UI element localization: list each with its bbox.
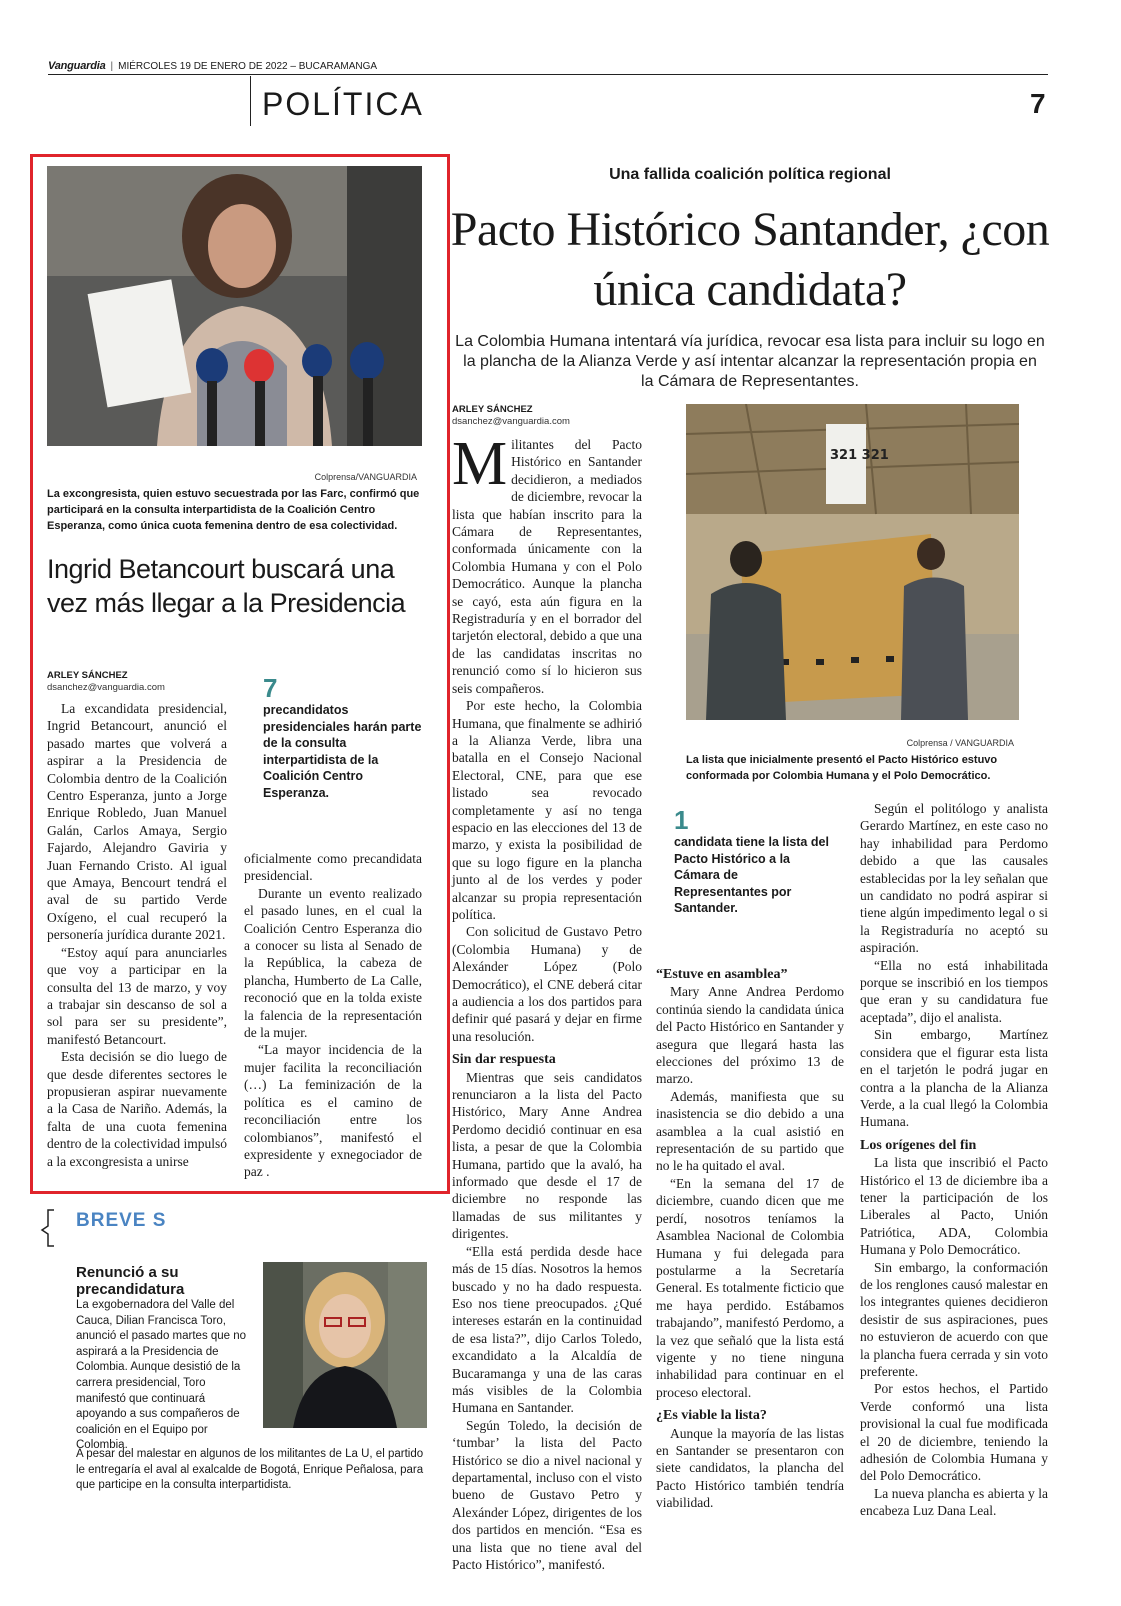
paragraph: Por estos hechos, el Partido Verde conformó una lista provisional la cual fue modificada el 20 de diciembre, teniendo la adhesión de Colombia Humana y del Polo Democrático. xyxy=(860,1381,1048,1484)
paragraph: oficialmente como precandidata presidencial. xyxy=(244,851,422,884)
stat-text: precandidatos presidenciales harán parte de la consulta interpartidista de la Coalición Centro Esperanza. xyxy=(263,703,422,800)
paragraph: La excandidata presidencial, Ingrid Betancourt, anunció el pasado martes que volverá a aspirar a la Presidencia de Colombia dentro de la Coalición Centro Esperanza, junto a Jorge Enrique Robledo, Juan Manuel Galán, Carlos Amaya, Sergio Fajardo, Alejandro Gaviria y Juan Fernando Cristo. Al igual que Amaya, Bencourt tendrá el aval de su partido Verde Oxígeno, el cual recuperó la personería jurídica durante 2021. xyxy=(47,701,227,943)
paragraph: Según Toledo, la decisión de ‘tumbar’ la lista del Pacto Histórico se dio a nivel nacional y departamental, incluso con el visto bueno de Gustavo Petro y Alexánder López, dirigentes de los dos partidos en mención. “Esa es una lista que no tiene aval del Pacto Histórico”, manifestó. xyxy=(452,1417,642,1572)
stat-text: candidata tiene la lista del Pacto Histórico a la Cámara de Representantes por Santander. xyxy=(674,835,829,915)
paragraph: Durante un evento realizado el pasado lunes, en el cual la Coalición Centro Esperanza dio a conocer su lista al Senado de la República, la cabeza de plancha, Humberto de La Calle, reconoció que en la tolda existe la falencia de la representación de la mujer. xyxy=(244,885,422,1041)
main-byline xyxy=(452,404,672,428)
photo-credit: Colprensa / VANGUARDIA xyxy=(906,738,1014,748)
breve-body: La exgobernadora del Valle del Cauca, Dilian Francisca Toro, anunció el pasado martes que no aspirará a la Presidencia de Colombia. Aunque desistió de la carrera presidencial, Toro manifestó que continuará apoyando a sus compañeros de coalición en el Equipo por Colombia. xyxy=(76,1299,247,1452)
deck: La Colombia Humana intentará vía jurídica, revocar esa lista para incluir su logo en la plancha de la Alianza Verde y así intentar alcanzar la representación propia en la Cámara de Representantes. xyxy=(455,333,1045,390)
main-headline: Pacto Histórico Santander, ¿con única candidata? xyxy=(450,203,1050,316)
breve-body-continued: A pesar del malestar en algunos de los militantes de La U, el partido le entregaría el aval al exalcalde de Bogotá, Enrique Peñalosa, para que participe en la consulta interpartidista. xyxy=(76,1448,424,1492)
paragraph: “La mayor incidencia de la mujer facilita la reconciliación (…) La feminización de la política es el camino de reconciliación entre los colombianos”, manifestó el expresidente y exnegociador de paz . xyxy=(244,1042,422,1180)
paragraph: Esta decisión se dio luego de que desde diferentes sectores le propusieran aspirar nuevamente a la Casa de Nariño. Además, la falta de una cuota femenina dentro de la colectividad impulsó a la excongresista a unirse xyxy=(47,1049,227,1169)
masthead: Vanguardia | MIÉRCOLES 19 DE ENERO DE 2022 – BUCARAMANGA xyxy=(48,60,378,72)
section-title: POLÍTICA xyxy=(262,86,424,122)
breves-title: BREVE S xyxy=(76,1210,167,1231)
left-column-2 xyxy=(244,850,422,1181)
paragraph: “Ella no está inhabilitada porque se inscribió en los tiempos que eran y su candidatura fue aceptada”, dijo el analista. xyxy=(860,957,1048,1025)
paragraph: Con solicitud de Gustavo Petro (Colombia Humana) y de Alexánder López (Polo Democrático), el CNE deberá citar a audiencia a los dos partidos para definir qué pasará y dejar en firme una resolución. xyxy=(452,924,642,1044)
top-rule xyxy=(48,74,1048,75)
byline-name: ARLEY SÁNCHEZ xyxy=(47,670,128,681)
paragraph: La nueva plancha es abierta y la encabeza Luz Dana Leal. xyxy=(860,1485,1048,1519)
paragraph: “En la semana del 17 de diciembre, cuando dicen que me perdí, nosotros teníamos la Asamblea Nacional de Colombia Humana y fui delegada para postularme a la Secretaría General. Es totalmente ficticio que me haya perdido. Estábamos trabajando”, manifestó Perdomo, a la vez que señaló que la lista está vigente y no tiene ninguna inhabilidad para continuar en el proceso electoral. xyxy=(656,1175,844,1400)
byline-email: dsanchez@vanguardia.com xyxy=(47,682,165,693)
left-column-1 xyxy=(47,700,227,1170)
date-line: MIÉRCOLES 19 DE ENERO DE 2022 – BUCARAMANGA xyxy=(118,61,378,72)
paragraph: Aunque la mayoría de las listas en Santander se presentaron con siete candidatos, la plancha del Pacto Histórico también tendría viabilidad. xyxy=(656,1425,844,1511)
subheading: ¿Es viable la lista? xyxy=(656,1408,767,1424)
stat-box xyxy=(674,806,834,917)
left-byline xyxy=(47,670,267,694)
drop-cap: M xyxy=(452,430,508,498)
breves-bracket-icon xyxy=(40,1208,60,1248)
stat-number: 1 xyxy=(674,805,689,835)
brand-logo: Vanguardia xyxy=(48,60,106,72)
main-column-1 xyxy=(452,430,642,1573)
paragraph: Según el politólogo y analista Gerardo Martínez, en este caso no hay inhabilidad para Perdomo debido a que las causales establecidas por la ley señalan que un candidato no podrá aspirar si tiene algún impedimento legal o si la Registraduría no aceptó su aspiración. xyxy=(860,801,1048,956)
paragraph: “Ella está perdida desde hace más de 15 días. Nosotros la hemos buscado y no ha dado respuesta. Eso nos tiene preocupados. ¿Qué intereses estarán en la continuidad de esa lista?”, dijo Carlos Toledo, excandidato a la Alcaldía de Bucaramanga y una de las caras más visibles de la Colombia Humana en Santander. xyxy=(452,1243,642,1416)
paragraph: ilitantes del Pacto Histórico en Santander decidieron, a mediados de diciembre, revocar la lista que habían inscrito para la Cámara de Representantes, conformada únicamente con la Colombia Humana y con el Polo Democrático. Aunque la plancha se cayó, esta aún figura en la Registraduría y en el borrador del tarjetón electoral, debido a que una de las candidatas inscritas no renunció como sí lo hicieron sus seis compañeros. xyxy=(452,437,642,696)
photo-caption: La excongresista, quien estuvo secuestrada por las Farc, confirmó que participará en la consulta interpartidista de la Coalición Centro Esperanza, como única cuota femenina dentro de esa colectividad. xyxy=(47,488,420,532)
byline-name: ARLEY SÁNCHEZ xyxy=(452,404,533,415)
paragraph: La lista que inscribió el Pacto Histórico el 13 de diciembre iba a tener la participación de los Liberales al Pacto, Unión Patriótica, ADA, Colombia Humana y Polo Democrático. xyxy=(860,1155,1048,1258)
subheading: Los orígenes del fin xyxy=(860,1137,977,1153)
svg-text:321 321: 321 321 xyxy=(830,448,889,463)
photo-credit: Colprensa/VANGUARDIA xyxy=(314,472,417,482)
paragraph: Sin embargo, Martínez considera que el figurar esta lista en el tarjetón le podrá jugar en contra a la plancha de la Alianza Verde, a la cual llegó la Colombia Humana. xyxy=(860,1027,1048,1130)
paragraph: “Estoy aquí para anunciarles que voy a participar en la consulta del 13 de marzo, y voy a trabajar sin descanso de sol a sol para ser su presidente”, manifestó Betancourt. xyxy=(47,944,227,1047)
stat-number: 7 xyxy=(263,673,278,703)
page-number: 7 xyxy=(1030,88,1046,119)
betancourt-photo xyxy=(47,166,422,446)
voting-booth-photo xyxy=(686,404,1019,720)
toro-photo xyxy=(263,1262,427,1428)
paragraph: Además, manifiesta que su inasistencia se dio debido a una asamblea a la cual asistió en representación de su partido que no le ha quitado el aval. xyxy=(656,1088,844,1174)
breve-headline: Renunció a su precandidatura xyxy=(76,1264,185,1298)
kicker: Una fallida coalición política regional xyxy=(609,166,891,183)
byline-email: dsanchez@vanguardia.com xyxy=(452,416,570,427)
paragraph: Por este hecho, la Colombia Humana, que finalmente se adhirió a la Alianza Verde, libra una batalla en el Consejo Nacional Electoral, CNE, para que ese listado sea revocado completamente y así no tenga espacio en las elecciones del 13 de marzo, y exista la posibilidad de que su logo figure en la plancha junto al de los verdes y poder alcanzar su propia representación política. xyxy=(452,698,642,922)
stat-box xyxy=(263,674,423,801)
paragraph: Mientras que seis candidatos renunciaron a la lista del Pacto Histórico, Mary Anne Andrea Perdomo decidió continuar en esa lista, a pesar de que la Colombia Humana, partido que la avaló, ha informado que desde el 17 de diciembre no responde las llamadas de sus militantes y dirigentes. xyxy=(452,1069,642,1242)
main-column-2 xyxy=(656,966,844,1512)
left-headline: Ingrid Betancourt buscará una vez más llegar a la Presidencia xyxy=(47,554,406,618)
paragraph: Sin embargo, la conformación de los renglones causó malestar en los integrantes quienes decidieron desistir de sus aspiraciones, pues no estuvieron de acuerdo con que la plancha fuera cerrada y sin voto preferente. xyxy=(860,1259,1048,1379)
main-column-3 xyxy=(860,800,1048,1520)
subheading: “Estuve en asamblea” xyxy=(656,967,788,982)
subheading: Sin dar respuesta xyxy=(452,1052,556,1068)
photo-caption: La lista que inicialmente presentó el Pacto Histórico estuvo conformada por Colombia Humana y el Polo Democrático. xyxy=(686,754,998,782)
section-divider xyxy=(250,76,251,126)
paragraph: Mary Anne Andrea Perdomo continúa siendo la candidata única del Pacto Histórico en Santander y asegura que llegará hasta las elecciones del próximo 13 de marzo. xyxy=(656,984,844,1087)
